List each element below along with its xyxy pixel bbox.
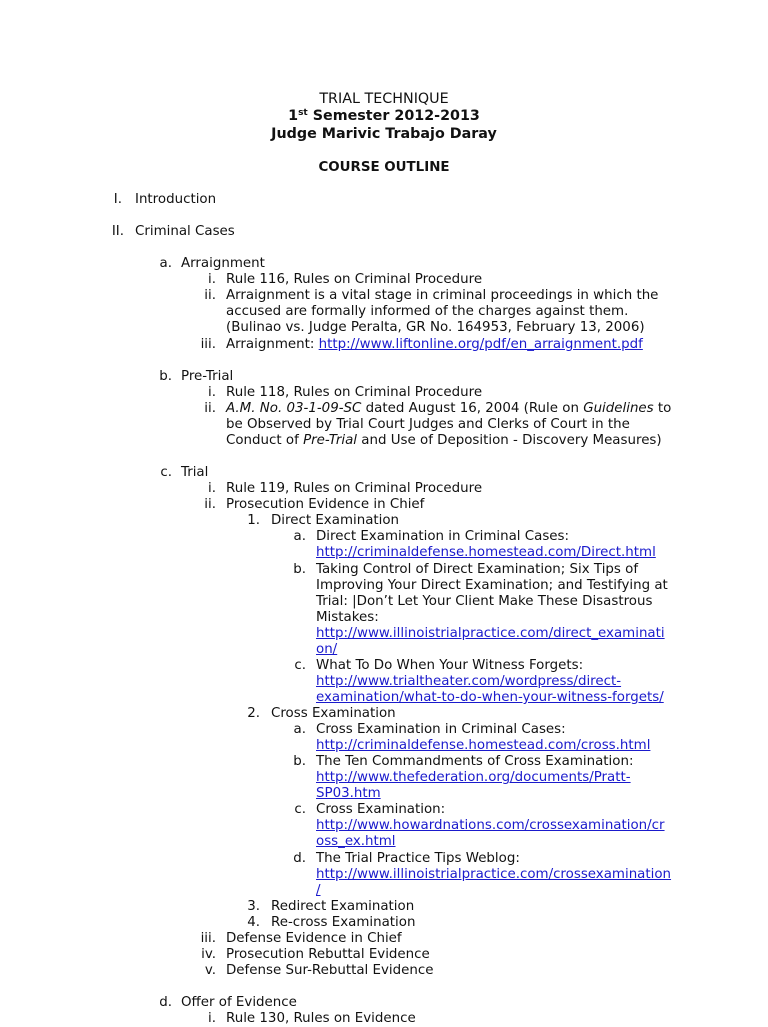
roman-numeral: i. [208,385,216,400]
re-cross-examination: Re-cross Examination [271,915,416,930]
defense-evidence-in-chief: Defense Evidence in Chief [226,931,402,946]
text-span: Conduct of [226,433,304,448]
ten-commandments-link[interactable]: http://www.thefederation.org/documents/Pratt- [316,770,631,785]
direct-exam-link[interactable]: http://criminaldefense.homestead.com/Direct.html [316,545,656,560]
evidence-rule: Rule 130, Rules on Evidence [226,1011,416,1026]
cross-exam-nations-link[interactable]: http://www.howardnations.com/crossexamination/cr [316,818,665,833]
arraignment-link[interactable]: http://www.liftonline.org/pdf/en_arraignment.pdf [318,337,643,352]
cross-examination: Cross Examination [271,706,396,721]
witness-forgets-link-cont[interactable]: examination/what-to-do-when-your-witness-forgets/ [316,690,664,705]
cross-exam-nations-link-cont[interactable]: oss_ex.html [316,834,396,849]
direct-exam-tips-line: Taking Control of Direct Examination; Six Tips of [316,562,639,577]
cross-exam-resource-title: Cross Examination in Criminal Cases: [316,722,566,737]
semester-text: Semester 2012-2013 [307,108,480,124]
direct-exam-tips-link[interactable]: http://www.illinoistrialpractice.com/direct_examinati [316,626,665,641]
item-letter: c. [294,802,306,817]
item-letter: b. [159,369,172,384]
item-offer-of-evidence: Offer of Evidence [181,995,297,1010]
section-criminal-cases: Criminal Cases [135,224,235,239]
arraignment-description-line: accused are formally informed of the charges against them. [226,304,629,319]
numbered-marker: 1. [247,513,260,528]
prosecution-evidence-in-chief: Prosecution Evidence in Chief [226,497,425,512]
semester-line [0,108,768,125]
cross-exam-nations-title: Cross Examination: [316,802,446,817]
guidelines-word: Guidelines [583,401,654,416]
pre-trial-rule: Rule 118, Rules on Criminal Procedure [226,385,483,400]
direct-exam-tips-line: Mistakes: [316,610,379,625]
arraignment-link-item [226,337,643,353]
pre-trial-guidelines-line [226,433,662,449]
roman-numeral: ii. [204,401,216,416]
judge-name: Judge Marivic Trabajo Daray [271,126,497,142]
arraignment-citation: (Bulinao vs. Judge Peralta, GR No. 164953, February 13, 2006) [226,320,645,335]
roman-numeral: v. [204,963,216,978]
ten-commandments-link-cont[interactable]: SP03.htm [316,786,381,801]
ten-commandments-title: The Ten Commandments of Cross Examination: [316,754,634,769]
item-arraignment: Arraignment [181,256,265,271]
link-caption: Arraignment: [226,337,319,352]
direct-exam-tips-link-cont[interactable]: on/ [316,642,338,657]
section-introduction: Introduction [135,192,217,207]
roman-numeral: iii. [200,931,216,946]
arraignment-description-line: Arraignment is a vital stage in criminal proceedings in which the [226,288,659,303]
trial-practice-weblog-link-cont[interactable]: / [316,883,321,898]
roman-numeral: iii. [200,337,216,352]
pre-trial-guidelines-line [226,401,671,417]
semester-superscript: st [298,108,308,118]
trial-practice-weblog-title: The Trial Practice Tips Weblog: [316,851,520,866]
item-letter: a. [159,256,172,271]
direct-examination: Direct Examination [271,513,400,528]
defense-sur-rebuttal-evidence: Defense Sur-Rebuttal Evidence [226,963,434,978]
text-span: dated August 16, 2004 (Rule on [361,401,584,416]
roman-numeral: ii. [204,497,216,512]
witness-forgets-link[interactable]: http://www.trialtheater.com/wordpress/direct- [316,674,622,689]
roman-numeral: ii. [204,288,216,303]
roman-numeral: i. [208,272,216,287]
numbered-marker: 3. [247,899,260,914]
redirect-examination: Redirect Examination [271,899,415,914]
witness-forgets-title: What To Do When Your Witness Forgets: [316,658,584,673]
course-title: TRIAL TECHNIQUE [319,91,449,107]
item-letter: a. [293,722,306,737]
trial-rule: Rule 119, Rules on Criminal Procedure [226,481,483,496]
text-span: to [653,401,672,416]
am-number: A.M. No. 03-1-09-SC [226,401,362,416]
course-outline-heading: COURSE OUTLINE [318,160,450,175]
roman-numeral: i. [208,481,216,496]
item-letter: c. [294,658,306,673]
direct-exam-tips-line: Trial: |Don’t Let Your Client Make These Disastrous [316,594,653,609]
item-pre-trial: Pre-Trial [181,369,234,384]
item-letter: d. [293,851,306,866]
section-number: II. [111,224,124,239]
prosecution-rebuttal-evidence: Prosecution Rebuttal Evidence [226,947,430,962]
direct-exam-resource-title: Direct Examination in Criminal Cases: [316,529,570,544]
pre-trial-word: Pre-Trial [303,433,358,448]
arraignment-rule: Rule 116, Rules on Criminal Procedure [226,272,483,287]
trial-practice-weblog-link[interactable]: http://www.illinoistrialpractice.com/crossexamination [316,867,672,882]
item-letter: b. [293,754,306,769]
numbered-marker: 2. [247,706,260,721]
item-letter: a. [293,529,306,544]
text-span: and Use of Deposition - Discovery Measures) [357,433,662,448]
item-trial: Trial [181,465,209,480]
direct-exam-tips-line: Improving Your Direct Examination; and Testifying at [316,578,668,593]
section-number: I. [113,192,122,207]
semester-number: 1 [288,108,299,124]
numbered-marker: 4. [247,915,260,930]
item-letter: c. [160,465,172,480]
roman-numeral: iv. [201,947,216,962]
item-letter: b. [293,562,306,577]
pre-trial-guidelines-line: be Observed by Trial Court Judges and Clerks of Court in the [226,417,630,432]
cross-exam-link[interactable]: http://criminaldefense.homestead.com/cross.html [316,738,651,753]
roman-numeral: i. [208,1011,216,1026]
item-letter: d. [159,995,172,1010]
